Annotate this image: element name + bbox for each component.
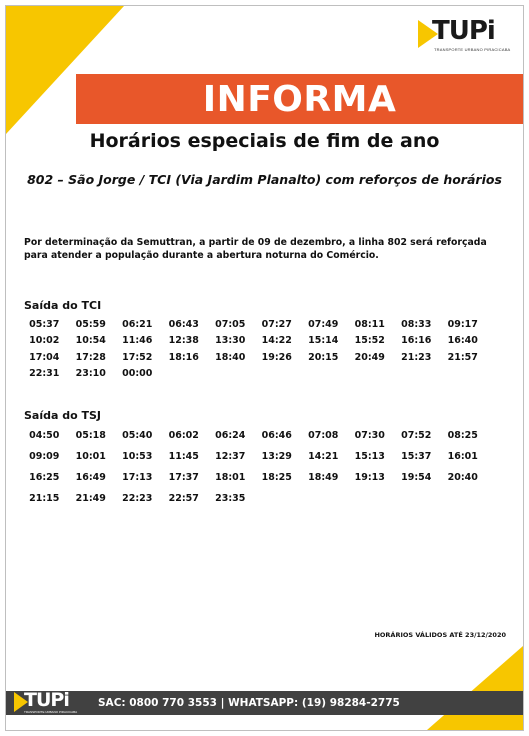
schedule-time: 06:24 <box>215 430 246 441</box>
route-subtitle: 802 – São Jorge / TCI (Via Jardim Planalto) com reforços de horários <box>27 172 502 187</box>
schedule-time: 08:25 <box>447 430 478 441</box>
validity-note: HORÁRIOS VÁLIDOS ATÉ 23/12/2020 <box>374 631 506 639</box>
schedule-time: 05:18 <box>75 430 106 441</box>
schedule-time: 09:17 <box>447 319 478 330</box>
schedule-time: 20:49 <box>354 351 385 363</box>
page-title: Horários especiais de fim de ano <box>89 130 440 152</box>
schedule-time: 17:28 <box>75 351 106 363</box>
schedule-time: 14:21 <box>308 451 339 462</box>
schedule-time: 13:29 <box>261 451 292 462</box>
schedule-time: 21:57 <box>447 351 478 363</box>
schedule-time: 19:54 <box>401 472 432 483</box>
schedule-time: 17:04 <box>29 351 60 363</box>
schedule-time: 05:40 <box>122 430 153 441</box>
schedule-time: 07:49 <box>308 319 339 330</box>
schedule-time: 16:40 <box>447 335 478 347</box>
schedule-time: 08:33 <box>401 319 432 330</box>
schedule-time: 11:45 <box>168 451 199 462</box>
schedule-time: 09:09 <box>29 451 60 462</box>
schedule-time: 15:14 <box>308 335 339 347</box>
schedule-grid-tci <box>21 319 501 385</box>
schedule-time: 22:57 <box>168 493 199 504</box>
schedule-time: 06:02 <box>168 430 199 441</box>
schedule-time: 17:37 <box>168 472 199 483</box>
schedule-time: 15:13 <box>354 451 385 462</box>
schedule-time: 05:37 <box>29 319 60 330</box>
schedule-time: 05:59 <box>75 319 106 330</box>
notice-page <box>5 5 524 731</box>
schedule-time: 20:15 <box>308 351 339 363</box>
schedule-time: 19:13 <box>354 472 385 483</box>
schedule-time: 17:52 <box>122 351 153 363</box>
schedule-time: 04:50 <box>29 430 60 441</box>
schedule-time: 22:23 <box>122 493 153 504</box>
schedule-time: 16:25 <box>29 472 60 483</box>
logo-subtext: TRANSPORTE URBANO PIRACICABA <box>434 47 511 52</box>
schedule-time: 20:40 <box>447 472 478 483</box>
schedule-time: 00:00 <box>122 368 153 380</box>
schedule-time: 18:49 <box>308 472 339 483</box>
corner-triangle-bottom-right <box>427 646 523 730</box>
schedule-time: 21:49 <box>75 493 106 504</box>
schedule-time: 06:21 <box>122 319 153 330</box>
footer-contact: SAC: 0800 770 3553 | WHATSAPP: (19) 98284-2775 <box>98 697 400 709</box>
logo-wordmark: TUPi <box>432 16 495 46</box>
schedule-time: 07:52 <box>401 430 432 441</box>
schedule-time: 15:37 <box>401 451 432 462</box>
tupi-logo-footer <box>12 690 82 716</box>
schedule-time: 23:10 <box>75 368 106 380</box>
schedule-time: 07:30 <box>354 430 385 441</box>
section-label-tsj: Saída do TSJ <box>24 409 102 422</box>
schedule-time: 10:02 <box>29 335 60 347</box>
logo-subtext: TRANSPORTE URBANO PIRACICABA <box>24 710 78 714</box>
schedule-time: 07:27 <box>261 319 292 330</box>
schedule-time: 10:54 <box>75 335 106 347</box>
section-label-tci: Saída do TCI <box>24 299 102 312</box>
schedule-time: 18:16 <box>168 351 199 363</box>
schedule-time: 12:38 <box>168 335 199 347</box>
schedule-time: 07:08 <box>308 430 339 441</box>
schedule-time: 19:26 <box>261 351 292 363</box>
informa-banner <box>76 74 523 124</box>
schedule-time: 06:43 <box>168 319 199 330</box>
schedule-time: 21:15 <box>29 493 60 504</box>
schedule-time: 16:49 <box>75 472 106 483</box>
schedule-time: 08:11 <box>354 319 385 330</box>
tupi-logo <box>418 16 511 56</box>
schedule-time: 10:01 <box>75 451 106 462</box>
schedule-time: 13:30 <box>215 335 246 347</box>
announcement-paragraph: Por determinação da Semuttran, a partir de 09 de dezembro, a linha 802 será reforçada para atender a população durante a abertura noturna do Comércio. <box>24 237 487 261</box>
schedule-time: 18:01 <box>215 472 246 483</box>
schedule-time: 16:01 <box>447 451 478 462</box>
schedule-time: 18:40 <box>215 351 246 363</box>
schedule-time: 15:52 <box>354 335 385 347</box>
schedule-time: 22:31 <box>29 368 60 380</box>
schedule-time: 12:37 <box>215 451 246 462</box>
schedule-time: 21:23 <box>401 351 432 363</box>
schedule-time: 14:22 <box>261 335 292 347</box>
schedule-time: 10:53 <box>122 451 153 462</box>
schedule-time: 16:16 <box>401 335 432 347</box>
schedule-time: 23:35 <box>215 493 246 504</box>
footer-bar <box>6 691 523 715</box>
schedule-time: 07:05 <box>215 319 246 330</box>
logo-wordmark: TUPi <box>24 689 69 711</box>
schedule-grid-tsj <box>21 430 501 514</box>
schedule-time: 18:25 <box>261 472 292 483</box>
schedule-time: 11:46 <box>122 335 153 347</box>
banner-text: INFORMA <box>202 79 397 120</box>
schedule-time: 06:46 <box>261 430 292 441</box>
schedule-time: 17:13 <box>122 472 153 483</box>
